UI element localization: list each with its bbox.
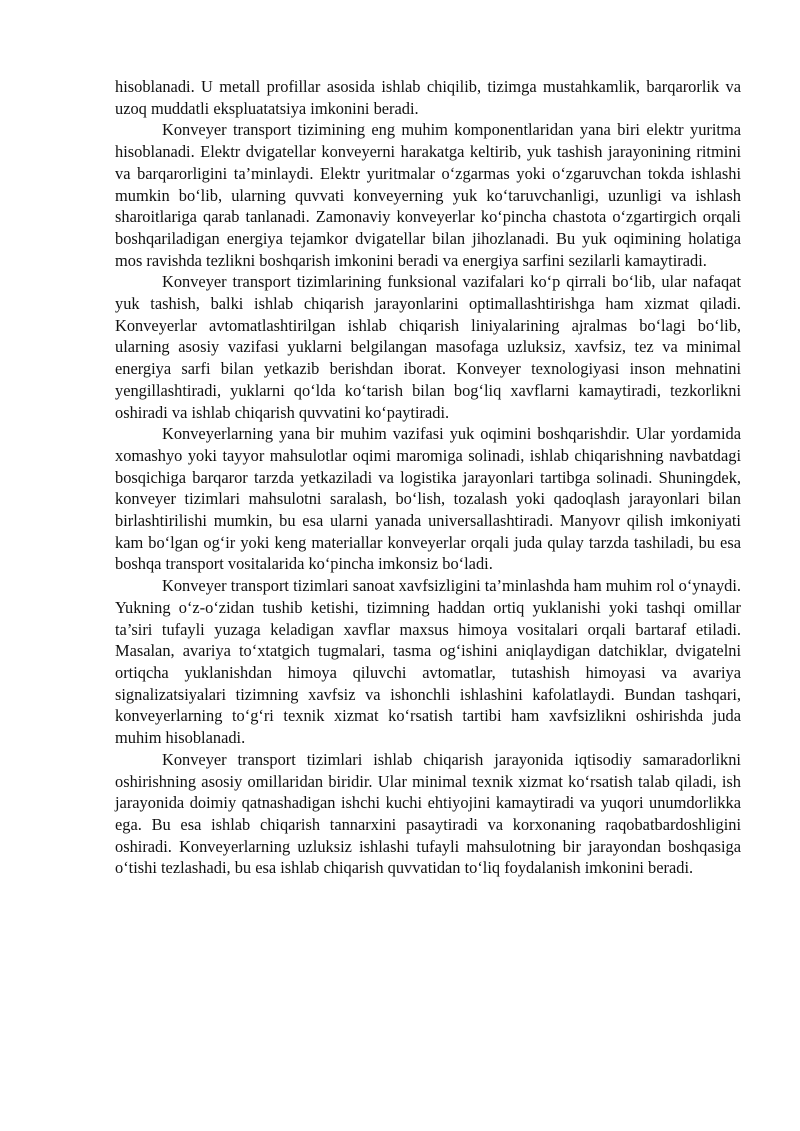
- paragraph-electric-drive: Konveyer transport tizimining eng muhim komponentlaridan yana biri elektr yuritma hisoblanadi. Elektr dvigatellar konveyerni harakatga keltirib, yuk tashish jarayonining ritmini va barqarorligini ta’minlaydi. Elektr yuritmalar o‘zgarmas yoki o‘zgaruvchan tokda ishlashi mumkin bo‘lib, ularning quvvati konveyerning yuk ko‘taruvchanligi, uzunligi va ishlash sharoitlariga qarab tanlanadi. Zamonaviy konveyerlar ko‘pincha chastota o‘zgartirgich orqali boshqariladigan energiya tejamkor dvigatellar bilan jihozlanadi. Bu yuk oqimining holatiga mos ravishda tezlikni boshqarish imkonini beradi va energiya sarfini sezilarli kamaytiradi.: [115, 120, 741, 270]
- document-page: [115, 76, 741, 879]
- paragraph-safety: Konveyer transport tizimlari sanoat xavfsizligini ta’minlashda ham muhim rol o‘ynaydi. Yukning o‘z-o‘zidan tushib ketishi, tizimning haddan ortiq yuklanishi yoki tashqi omillar ta’siri tufayli yuzaga keladigan xavflar maxsus himoya vositalari orqali bartaraf etiladi. Masalan, avariya to‘xtatgich tugmalari, tasma og‘ishini aniqlaydigan datchiklar, dvigatelni ortiqcha yuklanishdan himoya qiluvchi avtomatlar, tutashish himoyasi va avariya signalizatsiyalari tizimning xavfsiz va ishonchli ishlashini kafolatlaydi. Bundan tashqari, konveyerlarning to‘g‘ri texnik xizmat ko‘rsatish tartibi ham xavfsizlikni oshirishda juda muhim hisoblanadi.: [115, 576, 741, 748]
- paragraph-economic-efficiency: Konveyer transport tizimlari ishlab chiqarish jarayonida iqtisodiy samaradorlikni oshirishning asosiy omillaridan biridir. Ular minimal texnik xizmat ko‘rsatish talab qiladi, ish jarayonida doimiy qatnashadigan ishchi kuchi ehtiyojini kamaytiradi va yuqori unumdorlikka ega. Bu esa ishlab chiqarish tannarxini pasaytiradi va korxonaning raqobatbardoshligini oshiradi. Konveyerlarning uzluksiz ishlashi tufayli mahsulotning bir jarayondan boshqasiga o‘tishi tezlashadi, bu esa ishlab chiqarish quvvatidan to‘liq foydalanish imkonini beradi.: [115, 749, 741, 878]
- paragraph-functional-tasks: Konveyer transport tizimlarining funksional vazifalari ko‘p qirrali bo‘lib, ular nafaqat yuk tashish, balki ishlab chiqarish jarayonlarini optimallashtirishga ham xizmat qiladi. Konveyerlar avtomatlashtirilgan ishlab chiqarish liniyalarining ajralmas bo‘lagi bo‘lib, ularning asosiy vazifasi yuklarni belgilangan masofaga uzluksiz, xavfsiz, tez va minimal energiya sarfi bilan yetkazib berishdan iborat. Konveyer texnologiyasi inson mehnatini yengillashtiradi, yuklarni qo‘lda ko‘tarish bilan bog‘liq xavflarni kamaytiradi, tezkorlikni oshiradi va ishlab chiqarish quvvatini ko‘paytiradi.: [115, 272, 741, 422]
- paragraph-continuation: hisoblanadi. U metall profillar asosida ishlab chiqilib, tizimga mustahkamlik, barqarorlik va uzoq muddatli ekspluatatsiya imkonini beradi.: [115, 77, 741, 118]
- paragraph-flow-control: Konveyerlarning yana bir muhim vazifasi yuk oqimini boshqarishdir. Ular yordamida xomashyo yoki tayyor mahsulotlar oqimi maromiga solinadi, ishlab chiqarishning navbatdagi bosqichiga barqaror tarzda yetkaziladi va logistika jarayonlari tartibga solinadi. Shuningdek, konveyer tizimlari mahsulotni saralash, bo‘lish, tozalash yoki qadoqlash jarayonlari bilan birlashtirilishi mumkin, bu esa ularni yanada universallashtiradi. Manyovr qilish imkoniyati kam bo‘lgan og‘ir yoki keng materiallar konveyerlar orqali juda qulay tarzda tashiladi, bu esa boshqa transport vositalarida ko‘pincha imkonsiz bo‘ladi.: [115, 424, 741, 574]
